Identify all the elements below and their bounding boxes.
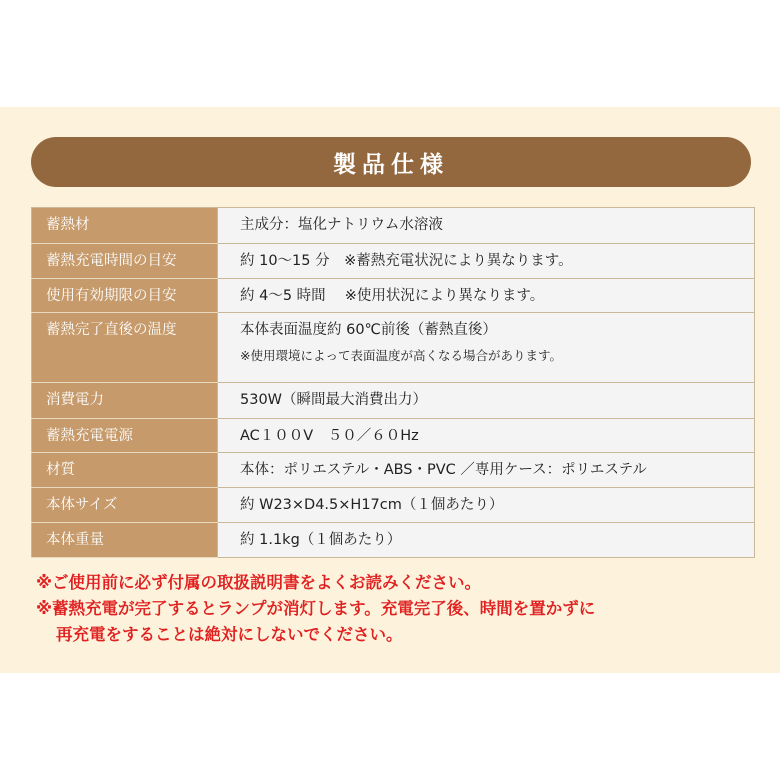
spec-label: 蓄熱完了直後の温度 [32, 313, 218, 383]
spec-label: 本体重量 [32, 523, 218, 558]
spec-value: 約 1.1kg（１個あたり） [218, 523, 755, 558]
spec-label: 消費電力 [32, 383, 218, 419]
spec-label: 材質 [32, 453, 218, 488]
spec-value: 本体：ポリエステル・ABS・PVC ／専用ケース：ポリエステル [218, 453, 755, 488]
spec-value: 530W（瞬間最大消費出力） [218, 383, 755, 419]
spec-panel [0, 107, 780, 673]
warning-line: 再充電をすることは絶対にしないでください。 [56, 625, 403, 644]
spec-value: 約 4〜5 時間 ※使用状況により異なります。 [218, 279, 755, 313]
warning-line: ※蓄熱充電が完了するとランプが消灯します。充電完了後、時間を置かずに [36, 599, 596, 618]
spec-value-main: 本体表面温度約 60℃前後（蓄熱直後） [240, 322, 497, 338]
title-bar [31, 137, 751, 187]
warning-line: ※ご使用前に必ず付属の取扱説明書をよくお読みください。 [36, 573, 482, 592]
spec-value: AC１００V ５０／６０Hz [218, 419, 755, 453]
spec-row-weight [32, 523, 755, 558]
spec-value: 約 10〜15 分 ※蓄熱充電状況により異なります。 [218, 244, 755, 279]
spec-row-size [32, 488, 755, 523]
spec-label: 蓄熱充電電源 [32, 419, 218, 453]
spec-row-heat-material [32, 208, 755, 244]
spec-row-usage-time [32, 279, 755, 313]
spec-value: 主成分：塩化ナトリウム水溶液 [218, 208, 755, 244]
spec-label: 本体サイズ [32, 488, 218, 523]
spec-row-temperature [32, 313, 755, 383]
warning-notes [36, 570, 756, 648]
spec-value: 約 W23×D4.5×H17cm（１個あたり） [218, 488, 755, 523]
spec-row-power-source [32, 419, 755, 453]
spec-row-charge-time [32, 244, 755, 279]
spec-row-power [32, 383, 755, 419]
spec-label: 蓄熱充電時間の目安 [32, 244, 218, 279]
spec-label: 蓄熱材 [32, 208, 218, 244]
spec-value [218, 313, 755, 383]
spec-value-note: ※使用環境によって表面温度が高くなる場合があります。 [240, 348, 562, 363]
page-title: 製品仕様 [333, 151, 449, 178]
spec-label: 使用有効期限の目安 [32, 279, 218, 313]
spec-row-material [32, 453, 755, 488]
spec-table [31, 207, 755, 558]
